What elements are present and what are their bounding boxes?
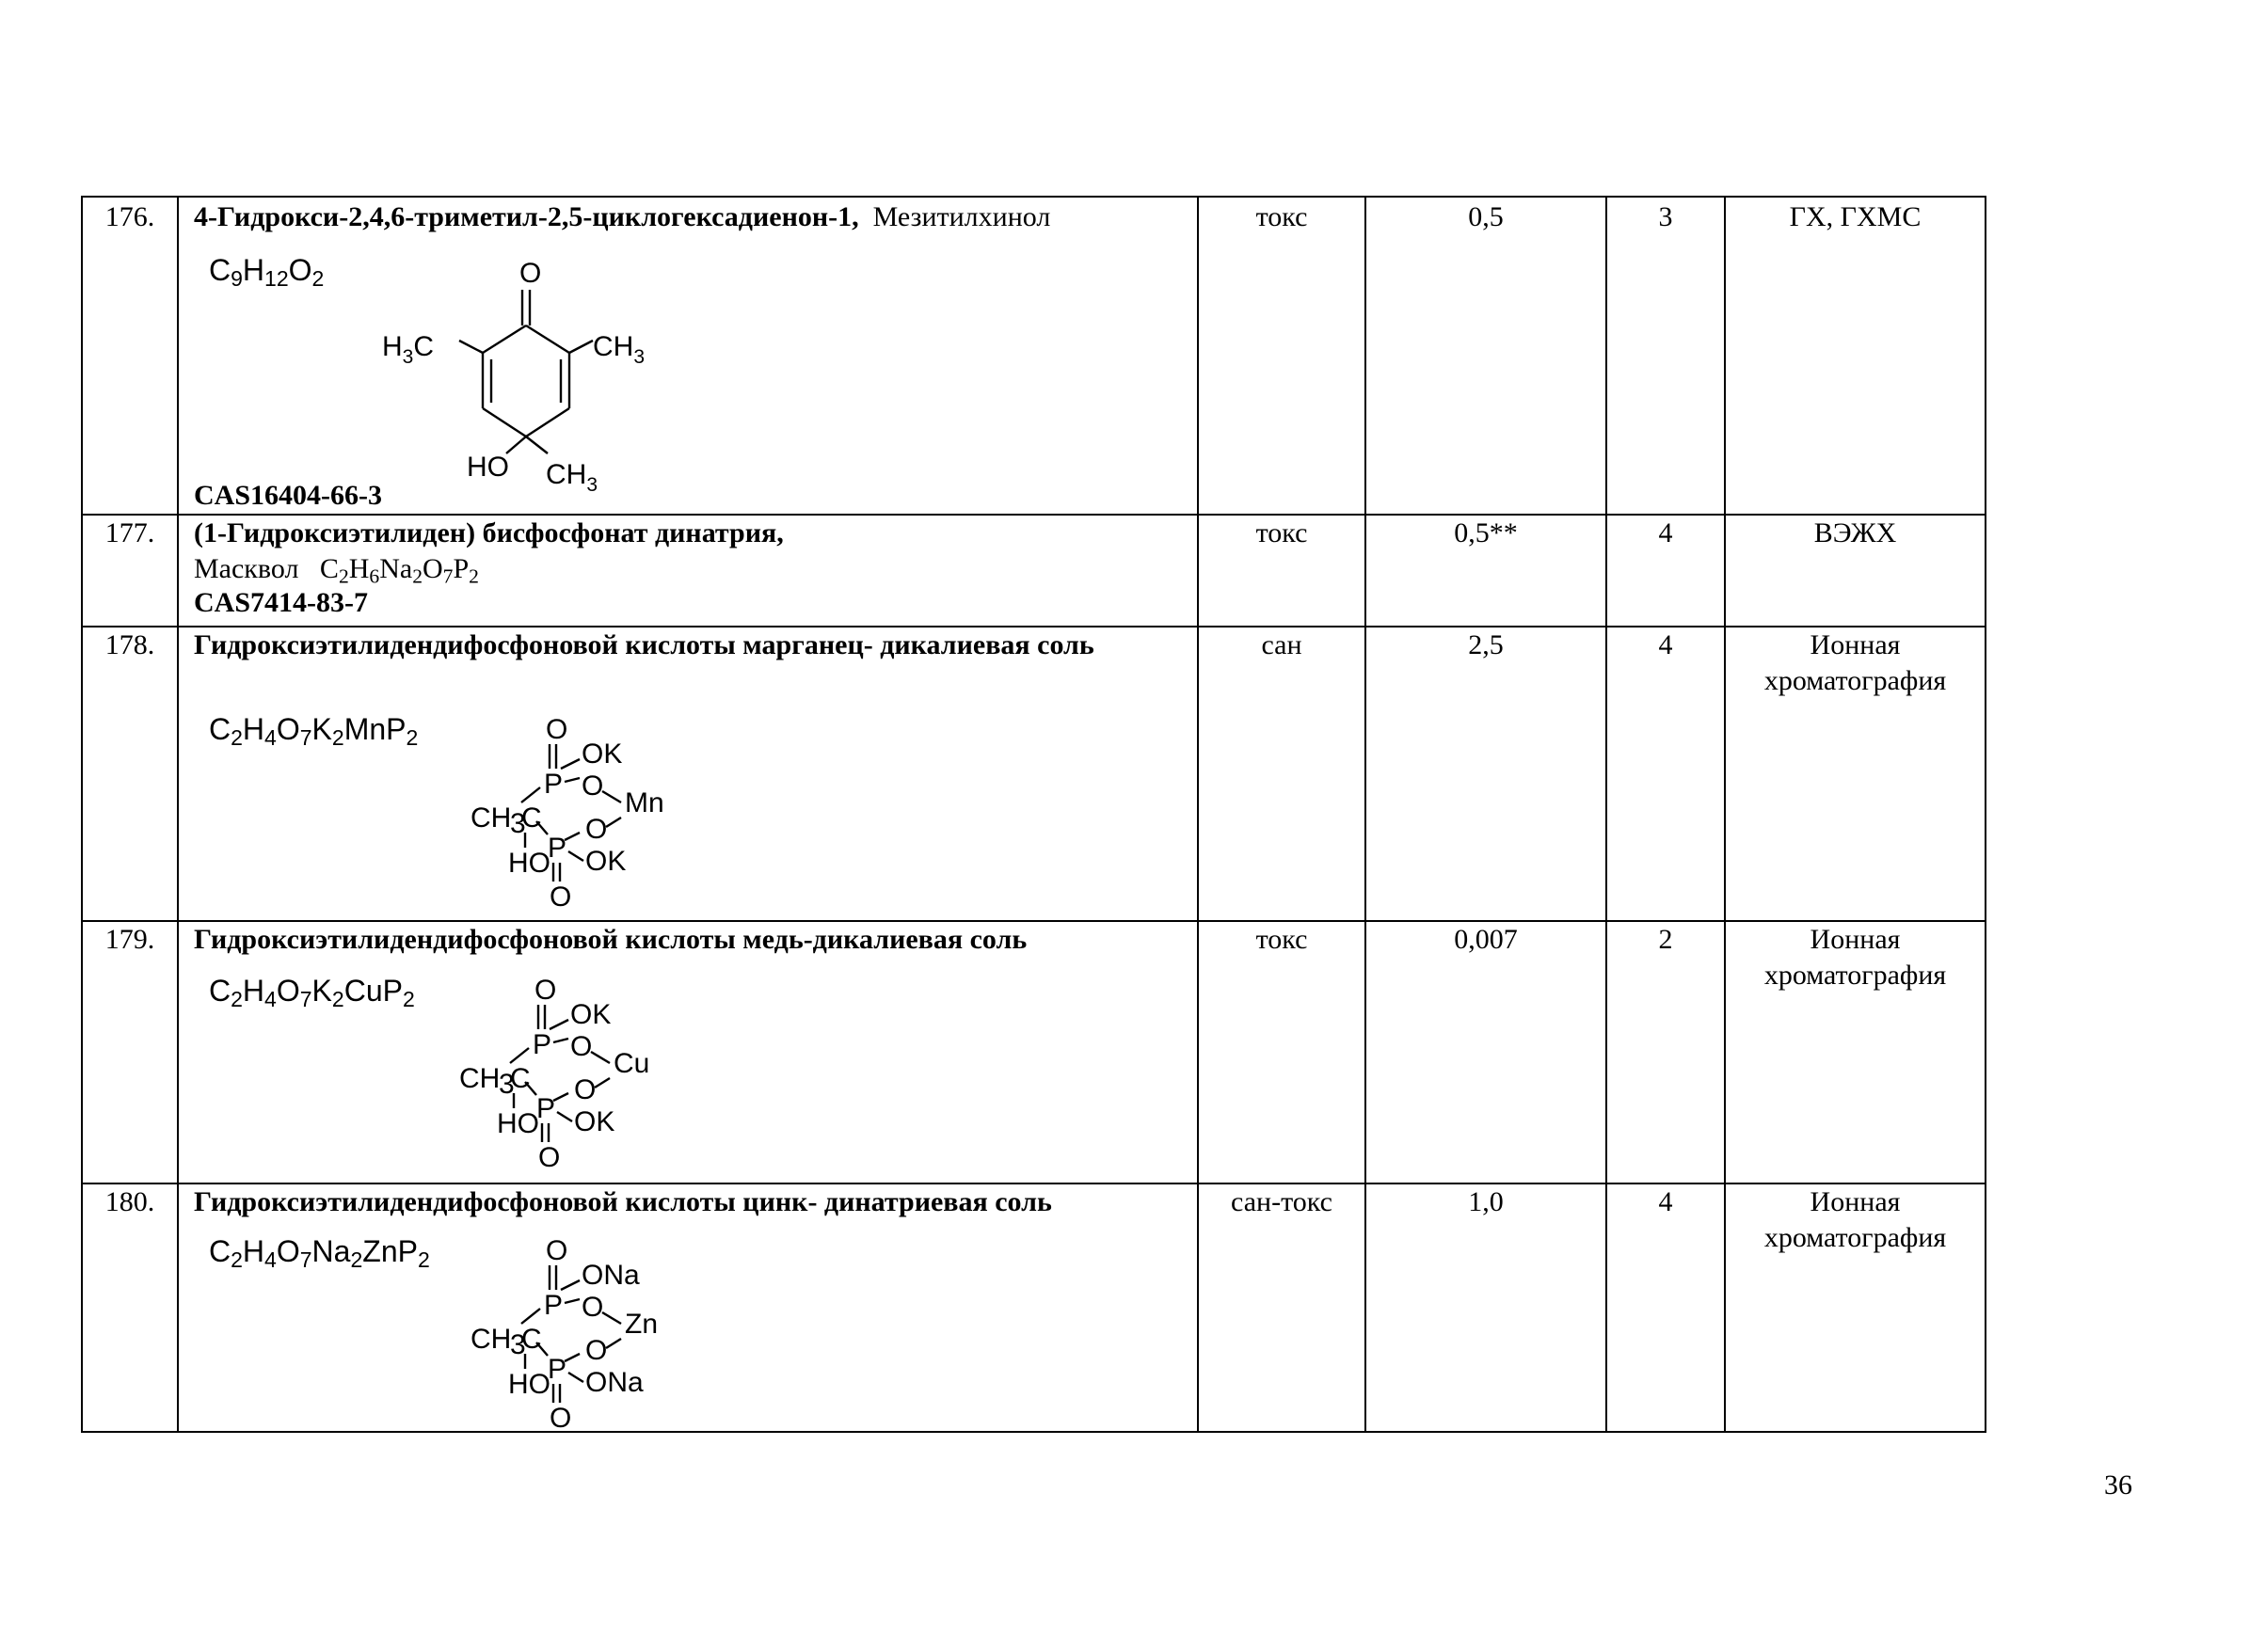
substance-name-bold: Гидроксиэтилидендифосфоновой кислоты марганец- дикалиевая соль <box>194 629 1094 660</box>
bond <box>591 1052 610 1063</box>
bond <box>561 1280 580 1290</box>
row-number: 177. <box>104 517 155 548</box>
atom-label: $CH_3$ <box>546 459 598 496</box>
atom-label: 3 <box>510 1329 526 1360</box>
column-divider <box>1605 196 1607 1433</box>
molecular-formula: $C_9H_{12}O_2$ <box>209 253 325 291</box>
atom-label: O <box>582 1292 604 1323</box>
bond <box>568 851 583 861</box>
limit-value: 1,0 <box>1468 1186 1504 1217</box>
bond <box>521 1309 540 1324</box>
analysis-method: Ионная хроматография <box>1763 924 1947 991</box>
bond <box>565 778 580 782</box>
atom-label: CH <box>459 1063 501 1094</box>
atom-label: C <box>521 1324 542 1355</box>
bond <box>595 1078 610 1088</box>
atom-label: C <box>510 1063 531 1094</box>
molecular-formula: $C_2H_4O_7Na_2ZnP_2$ <box>209 1234 430 1272</box>
substance-name-bold: Гидроксиэтилидендифосфоновой кислоты медь-дикалиевая соль <box>194 924 1028 955</box>
limit-value: 0,5** <box>1454 517 1518 548</box>
bond <box>565 1299 580 1303</box>
substance-name-bold: (1-Гидроксиэтилиден) бисфосфонат динатрия, <box>194 517 784 548</box>
limit-value: 0,007 <box>1454 924 1518 955</box>
bond <box>568 1373 583 1382</box>
hazard-class: 4 <box>1658 517 1673 548</box>
atom-label: P <box>544 769 564 800</box>
atom-label: Zn <box>625 1309 659 1340</box>
hazard-sign: токс <box>1255 517 1308 548</box>
row-number: 179. <box>104 924 155 955</box>
bond <box>561 759 580 769</box>
table-border <box>81 196 1986 198</box>
cas-number: CAS16404-66-3 <box>194 480 382 511</box>
atom-label: P <box>548 1354 567 1385</box>
atom-label: O <box>546 1235 568 1266</box>
bond <box>553 1093 568 1101</box>
atom-label: ONa <box>582 1260 640 1291</box>
atom-label: $CH_3$ <box>593 331 646 368</box>
bond <box>521 787 540 802</box>
hazard-class: 2 <box>1658 924 1673 955</box>
molecular-formula: $C_2H_4O_7K_2CuP_2$ <box>209 974 415 1011</box>
bond <box>565 1354 580 1361</box>
column-divider <box>1197 196 1199 1433</box>
atom-label: OK <box>582 739 623 770</box>
atom-label: O <box>585 1335 608 1366</box>
row-number: 176. <box>104 201 155 232</box>
bond <box>550 1020 568 1029</box>
column-divider <box>177 196 179 1433</box>
structure-chelate <box>459 977 760 1174</box>
table-border <box>1985 196 1986 1433</box>
bond <box>565 833 580 840</box>
atom-label: HO <box>497 1108 539 1139</box>
row-number: 178. <box>104 629 155 660</box>
atom-label: HO <box>508 1369 550 1400</box>
atom-label: P <box>533 1029 552 1060</box>
bond <box>606 818 621 827</box>
atom-label: O <box>519 258 542 289</box>
atom-label: OK <box>585 846 627 877</box>
hazard-class: 3 <box>1658 201 1673 232</box>
analysis-method: ВЭЖХ <box>1813 517 1897 548</box>
column-divider <box>1364 196 1366 1433</box>
analysis-method: Ионная хроматография <box>1763 1186 1947 1253</box>
substance-name <box>194 1184 1191 1220</box>
structure-chelate <box>471 1237 772 1435</box>
atom-label: CH <box>471 1324 512 1355</box>
substance-name <box>194 199 1191 235</box>
atom-label: O <box>570 1031 593 1062</box>
atom-label: 3 <box>499 1069 515 1100</box>
atom-label: O <box>546 714 568 745</box>
atom-label: O <box>550 882 572 913</box>
atom-label: HO <box>467 452 509 483</box>
atom-label: O <box>550 1403 572 1434</box>
cas-number: CAS7414-83-7 <box>194 587 368 618</box>
substance-name-bold: 4-Гидрокси-2,4,6-триметил-2,5-циклогексадиенон-1, <box>194 201 859 232</box>
data-table <box>81 196 1986 1433</box>
analysis-method: ГХ, ГХМС <box>1789 201 1922 232</box>
atom-label: CH <box>471 802 512 834</box>
hazard-sign: токс <box>1255 924 1308 955</box>
atom-label: OK <box>574 1106 615 1137</box>
substance-name-bold: Гидроксиэтилидендифосфоновой кислоты цинк- динатриевая соль <box>194 1186 1052 1217</box>
hazard-sign: сан-токс <box>1231 1186 1332 1217</box>
hazard-sign: токс <box>1255 201 1308 232</box>
atom-label: Cu <box>614 1048 650 1079</box>
substance-name <box>194 627 1191 663</box>
atom-label: Mn <box>625 787 664 818</box>
atom-label: ONa <box>585 1367 644 1398</box>
atom-label: C <box>521 802 542 834</box>
bond <box>602 791 621 802</box>
atom-label: O <box>574 1074 597 1105</box>
atom-label: 3 <box>510 808 526 839</box>
substance-synonym: Мезитилхинол <box>872 201 1051 232</box>
substance-name <box>194 516 1191 551</box>
atom-label: O <box>585 814 608 845</box>
table-border <box>81 1431 1986 1433</box>
atom-label: P <box>544 1290 564 1321</box>
atom-label: O <box>582 770 604 802</box>
atom-label: O <box>538 1142 561 1173</box>
atom-label: P <box>548 833 567 864</box>
page-number: 36 <box>2104 1469 2132 1501</box>
structure-chelate <box>471 716 772 913</box>
bond <box>606 1339 621 1348</box>
synonym-and-formula: Масквол $C_2H_6Na_2O_7P_2$ <box>194 553 479 588</box>
bond <box>602 1312 621 1324</box>
hazard-sign: сан <box>1261 629 1302 660</box>
table-border <box>81 196 83 1433</box>
structure-mesitylquinol <box>382 252 721 496</box>
atom-label: $H_3C$ <box>382 331 435 368</box>
molecular-formula: $C_2H_4O_7K_2MnP_2$ <box>209 712 419 750</box>
atom-label: O <box>534 975 557 1006</box>
atom-label: P <box>536 1093 556 1124</box>
atom-label: OK <box>570 999 612 1030</box>
limit-value: 2,5 <box>1468 629 1504 660</box>
limit-value: 0,5 <box>1468 201 1504 232</box>
hazard-class: 4 <box>1658 1186 1673 1217</box>
row-number: 180. <box>104 1186 155 1217</box>
bond <box>510 1048 529 1063</box>
analysis-method: Ионная хроматография <box>1763 629 1947 696</box>
hazard-class: 4 <box>1658 629 1673 660</box>
substance-name <box>194 922 1191 958</box>
atom-label: HO <box>508 848 550 879</box>
bond <box>557 1112 572 1121</box>
bond <box>553 1039 568 1042</box>
